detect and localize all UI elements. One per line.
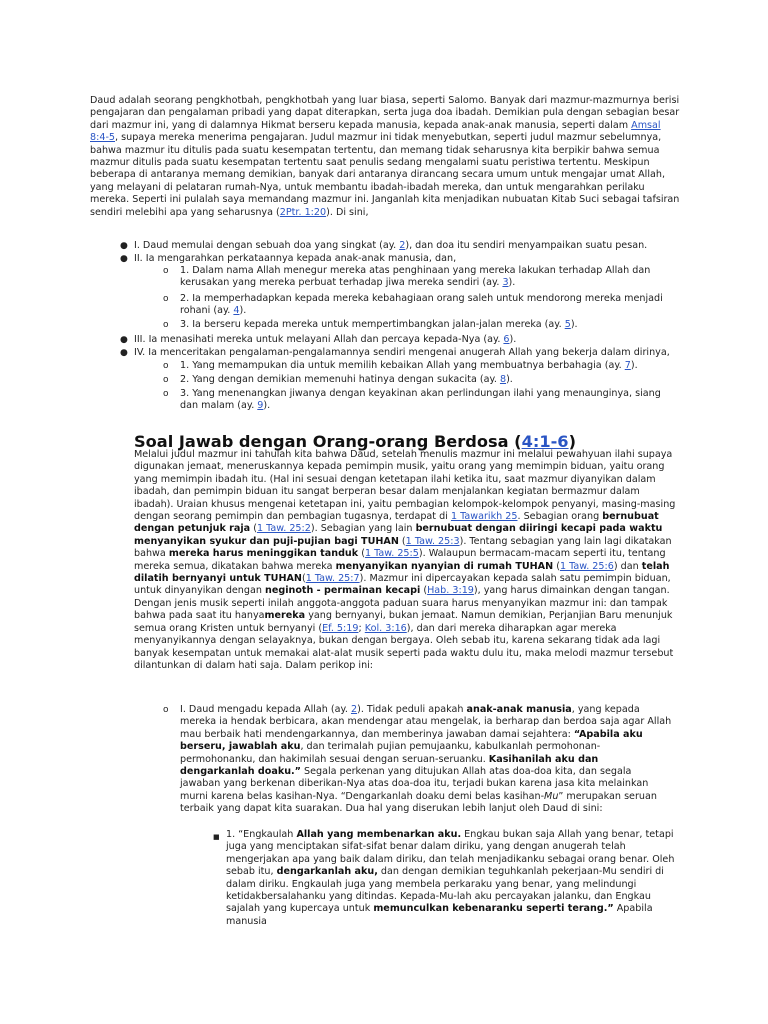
ref-link-ay9[interactable]: 9 (257, 400, 264, 412)
ref-link-amsal[interactable]: Amsal 8:4-5 (90, 119, 661, 144)
outline-item-4a (180, 360, 674, 372)
sub-item-1 (180, 704, 674, 816)
ref-link-ay4[interactable]: 4 (233, 305, 240, 317)
outline-item-4b (180, 374, 674, 386)
body-text: ( (420, 585, 428, 597)
bullet-circle: o (163, 361, 169, 371)
outline-text: ). (509, 334, 517, 345)
sub-sub-item-1 (226, 829, 678, 928)
ref-link-1taw25[interactable]: 1 Tawarikh 25 (450, 511, 518, 523)
body-text: ), yang harus dimainkan dengan tangan. Dengan jenis musik seperti inilah anggota-anggota paduan suara harus menyanyikan mazmur ini: dan tampak bahwa pada saat itu hanya (134, 585, 670, 622)
body-text: ), dan dari mereka diharapkan agar mereka menyanyikannya dengan selayaknya, bukan dengan bergaya. Oleh sebab itu, karena sekarang tidak ada lagi banyak kesempatan untuk memakai alat-alat musik seperti pada waktu dulu itu, maka melodi mazmur tersebut dilantunkan di dalam hati saja. Dalam perikop ini: (134, 622, 674, 671)
bullet-dot: ● (120, 254, 128, 264)
body-text: ( (301, 573, 306, 585)
sub2-text: dan dengan demikian teguhkanlah pekerjaan-Mu sendiri di dalam diriku. Engkaulah juga yang membela perkaraku yang benar, yang melindungi ketidakbersalahanku yang ditindas. Kepada-Mu-lah aku percayakan jalanku, dan Engkau sajalah yang kupercaya untuk (226, 866, 664, 915)
sub2-text: Apabila manusia (226, 903, 653, 927)
outline-text: 3. Yang menenangkan jiwanya dengan keyakinan akan perlindungan ilahi yang menaunginya, siang dan malam (ay. (180, 388, 661, 412)
body-paragraph (134, 449, 680, 672)
sub2-text: Engkau bukan saja Allah yang benar, tetapi juga yang menciptakan sifat-sifat benar dalam diriku, yang dengan anugerah telah mengerjakan apa yang baik dalam diriku, dan telah menjadikanku sebagai orang benar. Oleh sebab itu, (226, 829, 675, 878)
sub-text: ” merupakan seruan terbaik yang dapat kita suarakan. Dua hal yang diserukan lebih lanjut oleh Daud di sini: (180, 790, 657, 815)
bullet-square: ■ (213, 833, 220, 841)
outline-text: ). (239, 305, 247, 317)
bullet-dot: ● (120, 335, 128, 345)
outline-text: ). (263, 400, 271, 412)
ref-link-1taw25-7[interactable]: 1 Taw. 25:7 (305, 573, 360, 585)
ref-link-ay8[interactable]: 8 (499, 374, 507, 385)
ref-link-1taw25-5[interactable]: 1 Taw. 25:5 (364, 548, 419, 560)
outline-text: 2. Yang dengan demikian memenuhi hatinya dengan sukacita (ay. (180, 374, 500, 385)
sub-text: ). Tidak peduli apakah (357, 704, 467, 715)
body-text: ). Sebagian yang lain (310, 523, 416, 535)
sub2-bold: Allah yang membenarkan aku. (296, 829, 462, 840)
outline-item-2: II. Ia mengarahkan perkataannya kepada anak-anak manusia, dan, (134, 253, 457, 264)
sub-bold: “Apabila aku berseru, jawablah aku (180, 728, 643, 753)
body-text: ). Tentang sebagian yang lain lagi dikatakan bahwa (134, 535, 672, 560)
outline-text: 3. Ia berseru kepada mereka untuk mempertimbangkan jalan-jalan mereka (ay. (180, 319, 565, 330)
outline-item-4c (180, 388, 674, 413)
body-bold: mereka harus meninggikan tanduk (168, 548, 359, 560)
ref-link-4-1-6[interactable]: 4:1-6 (521, 432, 569, 451)
outline-text: 1. Yang memampukan dia untuk memilih kebaikan Allah yang membuatnya berbahagia (ay. (180, 360, 625, 371)
ref-link-1taw25-6[interactable]: 1 Taw. 25:6 (559, 560, 614, 572)
ref-link-ay2[interactable]: 2 (399, 240, 406, 251)
outline-text: ). (570, 319, 578, 330)
outline-text: ). (630, 360, 638, 371)
intro-paragraph (90, 95, 682, 219)
heading-text: Soal Jawab dengan Orang-orang Berdosa ( (134, 432, 522, 451)
body-text: ). Walaupun bermacam-macam seperti itu, tentang mereka semua, dikatakan bahwa mereka (134, 548, 666, 572)
body-bold: menyanyikan nyanyian di rumah TUHAN (335, 560, 554, 572)
ref-link-2ptr[interactable]: 2Ptr. 1:20 (279, 206, 327, 218)
ref-link-ay7[interactable]: 7 (624, 360, 631, 371)
outline-text: 2. Ia memperhadapkan kepada mereka kebahagiaan orang saleh untuk mendorong mereka menjadi rohani (ay. (180, 293, 663, 317)
bullet-circle: o (163, 389, 169, 399)
sub-text: I. Daud mengadu kepada Allah (ay. (180, 704, 351, 715)
body-text: . Sebagian orang (517, 511, 603, 523)
bullet-circle: o (163, 705, 169, 715)
ref-link-1taw25-3[interactable]: 1 Taw. 25:3 (405, 535, 460, 547)
outline-text: I. Daud memulai dengan sebuah doa yang singkat (ay. (134, 240, 400, 251)
outline-item-2a (180, 265, 674, 290)
outline-text: ). (506, 374, 513, 385)
outline-text: ). (508, 277, 516, 289)
body-text: ). Mazmur ini dipercayakan kepada salah satu pemimpin biduan, untuk dinyanyikan dengan (134, 573, 671, 597)
body-text: ; (358, 622, 365, 634)
body-text: ( (358, 548, 365, 560)
outline-item-1 (134, 240, 694, 252)
bullet-dot: ● (120, 348, 128, 358)
sub2-bold: dengarkanlah aku, (276, 866, 378, 878)
sub-italic: Mu (544, 790, 559, 802)
ref-link-kol[interactable]: Kol. 3:16 (364, 622, 407, 634)
body-text: yang bernyanyi, bukan jemaat. Namun demikian, Perjanjian Baru menunjuk semua orang Kristen untuk bernyanyi ( (134, 610, 673, 634)
body-bold: bernubuat dengan diiringi kecapi pada waktu menyanyikan syukur dan puji-pujian bagi TUHAN (134, 523, 663, 547)
intro-text-3: ). Di sini, (326, 206, 369, 218)
bullet-circle: o (163, 266, 169, 276)
body-bold: neginoth - permainan kecapi (265, 585, 421, 597)
body-text: Melalui judul mazmur ini tahulah kita bahwa Daud, setelah menulis mazmur ini melalui pewahyuan ilahi supaya digunakan jemaat, meneruskannya kepada pemimpin musik, yaitu orang yang memimpin biduan, yaitu orang yang memimpin ibadah itu. (Hal ini sesuai dengan ketetapan ilahi ketika itu, saat mazmur diyanyikan dalam ibadah, dan pemimpin biduan itu sangat berperan besar dalam menjalankan kegiatan bermazmur dalam ibadah). Uraian khusus mengenai ketetapan ini, yaitu pembagian kelompok-kelompok penyanyi, masing-masing dengan seorang pemimpin dan pembagian tugasnya, terdapat di (134, 449, 676, 523)
sub2-text: 1. “Engkaulah (226, 829, 297, 840)
body-bold: telah dilatih bernyanyi untuk TUHAN (134, 560, 670, 585)
bullet-circle: o (163, 294, 169, 304)
bullet-circle: o (163, 320, 169, 330)
sub-text: , dan terimalah pujian pemujaanku, kabulkanlah permohonan-permohonanku, dan hakimilah sesuai dengan seruan-seruanku. (180, 741, 601, 765)
intro-text-1: Daud adalah seorang pengkhotbah, pengkhotbah yang luar biasa, seperti Salomo. Banyak dari mazmur-mazmurnya berisi pengajaran dan pengalaman pribadi yang dapat diterapkan, serta juga doa ibadah. Demikian pula dengan sebagian besar dari mazmur ini, yang di dalamnya Hikmat berseru kepada manusia, kepada anak-anak manusia, seperti dalam (90, 95, 680, 131)
ref-link-hab[interactable]: Hab. 3:19 (427, 585, 474, 597)
ref-link-sub-ay2[interactable]: 2 (350, 704, 358, 715)
ref-link-1taw25-2[interactable]: 1 Taw. 25:2 (256, 523, 311, 535)
heading-text-end: ) (568, 432, 576, 451)
outline-item-3 (134, 334, 694, 346)
ref-link-ay6[interactable]: 6 (503, 334, 510, 345)
sub-text: Segala perkenan yang ditujukan Allah atas doa-doa kita, dan segala jawaban yang berkenan diberikan-Nya atas doa-doa itu, terjadi bukan karena jasa kita melainkan murni karena belas kasihan-Nya. “Dengarkanlah doaku demi belas kasihan- (180, 766, 649, 802)
bullet-circle: o (163, 375, 169, 385)
ref-link-ay3[interactable]: 3 (502, 277, 509, 289)
outline-text: ), dan doa itu sendiri menyampaikan suatu pesan. (405, 240, 648, 251)
bullet-dot: ● (120, 241, 128, 251)
body-text: ( (250, 523, 257, 535)
outline-text: 1. Dalam nama Allah menegur mereka atas penghinaan yang mereka lakukan terhadap Allah dan kerusakan yang mereka perbuat terhadap jiwa mereka sendiri (ay. (180, 265, 651, 289)
ref-link-ef[interactable]: Ef. 5:19 (322, 622, 359, 634)
outline-text: III. Ia menasihati mereka untuk melayani Allah dan percaya kepada-Nya (ay. (134, 334, 504, 345)
body-bold: mereka (264, 610, 306, 622)
sub2-bold: memunculkan kebenaranku seperti terang.” (373, 903, 614, 915)
outline-item-2b (180, 293, 674, 318)
body-text: ( (553, 560, 560, 572)
sub-bold: Kasihanilah aku dan dengarkanlah doaku.” (180, 753, 599, 778)
sub-text: , yang kepada mereka ia hendak berbicara, akan mendengar atau mengelak, ia berharap dan berdoa saja agar Allah mau berbaik hati mendengarkannya, dan memberinya jawaban damai sejahtera: (180, 704, 672, 740)
sub-bold: anak-anak manusia (466, 704, 572, 715)
outline-item-2c (180, 319, 674, 331)
body-text: ( (398, 535, 406, 547)
ref-link-ay5[interactable]: 5 (564, 319, 571, 330)
outline-item-4: IV. Ia menceritakan pengalaman-pengalamannya sendiri mengenai anugerah Allah yang bekerja dalam dirinya, (134, 347, 670, 358)
intro-text-2: , supaya mereka menerima pengajaran. Judul mazmur ini tidak menyebutkan, seperti judul mazmur sebelumnya, bahwa mazmur itu ditulis pada suatu kesempatan tertentu, dan memang tidak seharusnya kita berpikir bahwa semua mazmur ditulis pada suatu kesempatan tertentu saat penulis sedang mengalami suatu peristiwa tertentu. Meskipun beberapa di antaranya memang demikian, banyak dari antaranya dirancang secara umum untuk mengajar umat Allah, yang melayani di pelataran rumah-Nya, untuk membantu ibadah-ibadah mereka, dan untuk mengarahkan perilaku mereka. Seperti ini pulalah saya memandang mazmur ini. Janganlah kita menjadikan nubuatan Kitab Suci sebagai tafsiran sendiri melebihi apa yang seharusnya ( (90, 132, 680, 218)
body-bold: bernubuat dengan petunjuk raja (134, 511, 659, 535)
body-text: ) dan (613, 560, 642, 572)
